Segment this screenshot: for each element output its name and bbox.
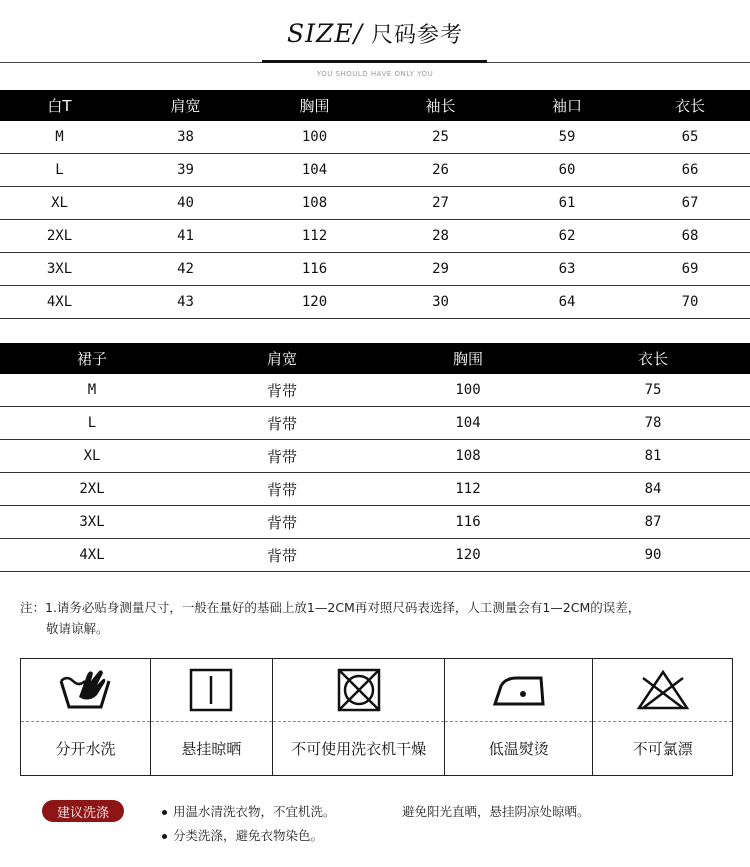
- table-cell: 116: [252, 253, 377, 286]
- table-cell: 68: [630, 220, 750, 253]
- table-cell: 112: [380, 473, 556, 506]
- tshirt-size-table: [0, 90, 750, 319]
- note-line-1: 注：1.请务必贴身测量尺寸，一般在量好的基础上放1—2CM再对照尺码表选择，人工测量会有1—2CM的误差，: [20, 600, 641, 615]
- table-cell: 120: [252, 286, 377, 319]
- table-cell: 3XL: [0, 253, 119, 286]
- col-header: 肩宽: [119, 90, 252, 121]
- table-cell: 112: [252, 220, 377, 253]
- table-row: [0, 473, 750, 506]
- table-row: [0, 374, 750, 407]
- table-cell: 100: [380, 374, 556, 407]
- wash-tip-1: [162, 802, 336, 820]
- table-row: [0, 440, 750, 473]
- table-row: [0, 121, 750, 154]
- table-cell: 116: [380, 506, 556, 539]
- table-cell: 67: [630, 187, 750, 220]
- table-row: [0, 220, 750, 253]
- care-label: 不可氯漂: [632, 739, 693, 758]
- table-row: [0, 154, 750, 187]
- table-cell: 90: [556, 539, 750, 572]
- table-cell: 78: [556, 407, 750, 440]
- col-header: 肩宽: [184, 343, 380, 374]
- col-header: 白T: [0, 90, 119, 121]
- table-cell: 108: [380, 440, 556, 473]
- table-cell: 42: [119, 253, 252, 286]
- table-cell: 64: [504, 286, 630, 319]
- note-line-2: 敬请谅解。: [46, 621, 109, 636]
- table-cell: 4XL: [0, 286, 119, 319]
- title-en: SIZE/: [286, 19, 364, 48]
- page-title: [0, 18, 750, 49]
- table-cell: XL: [0, 187, 119, 220]
- table-cell: 4XL: [0, 539, 184, 572]
- table-cell: 70: [630, 286, 750, 319]
- table-row: [0, 407, 750, 440]
- table-row: [0, 253, 750, 286]
- table-cell: 2XL: [0, 220, 119, 253]
- table-row: [0, 187, 750, 220]
- table-cell: 39: [119, 154, 252, 187]
- col-header: 袖长: [377, 90, 504, 121]
- page-subtitle: YOU SHOULD HAVE ONLY YOU: [316, 70, 434, 78]
- table-cell: L: [0, 154, 119, 187]
- table-cell: 104: [252, 154, 377, 187]
- hang-dry-icon: [189, 668, 233, 712]
- wash-tip-text: 分类洗涤，避免衣物染色。: [173, 828, 324, 843]
- table-cell: 40: [119, 187, 252, 220]
- care-item-no-tumble-dry: [273, 659, 446, 775]
- wash-advice-badge: 建议洗涤: [42, 800, 124, 822]
- table-cell: 120: [380, 539, 556, 572]
- table-cell: 25: [377, 121, 504, 154]
- table-cell: 108: [252, 187, 377, 220]
- table-cell: 30: [377, 286, 504, 319]
- table-cell: 28: [377, 220, 504, 253]
- table-cell: 背带: [184, 506, 380, 539]
- table-cell: 38: [119, 121, 252, 154]
- measurement-note: [20, 597, 740, 639]
- table-cell: 背带: [184, 539, 380, 572]
- col-header: 胸围: [252, 90, 377, 121]
- col-header: 胸围: [380, 343, 556, 374]
- table-cell: 65: [630, 121, 750, 154]
- table-cell: XL: [0, 440, 184, 473]
- table-cell: 63: [504, 253, 630, 286]
- care-label: 不可使用洗衣机干燥: [291, 739, 427, 758]
- table-cell: M: [0, 121, 119, 154]
- table-row: [0, 539, 750, 572]
- table-cell: 66: [630, 154, 750, 187]
- table-header-row: [0, 343, 750, 374]
- skirt-size-table: [0, 343, 750, 572]
- wash-tip-2: [402, 802, 590, 820]
- title-cn: 尺码参考: [363, 23, 464, 48]
- table-cell: L: [0, 407, 184, 440]
- care-item-hang-dry: [151, 659, 273, 775]
- table-cell: 背带: [184, 374, 380, 407]
- table-cell: 84: [556, 473, 750, 506]
- care-item-low-iron: [445, 659, 593, 775]
- table-cell: M: [0, 374, 184, 407]
- table-cell: 2XL: [0, 473, 184, 506]
- care-item-hand-wash: [21, 659, 151, 775]
- no-bleach-icon: [635, 668, 691, 712]
- table-cell: 69: [630, 253, 750, 286]
- wash-tip-text: 用温水清洗衣物，不宜机洗。: [173, 804, 336, 819]
- table-cell: 104: [380, 407, 556, 440]
- table-cell: 100: [252, 121, 377, 154]
- wash-tip-3: [162, 826, 323, 844]
- header-accent-bar: [262, 60, 487, 63]
- care-instructions-panel: [20, 658, 733, 776]
- table-cell: 27: [377, 187, 504, 220]
- table-cell: 41: [119, 220, 252, 253]
- care-label: 分开水洗: [55, 739, 116, 758]
- table-cell: 61: [504, 187, 630, 220]
- table-cell: 背带: [184, 407, 380, 440]
- table-header-row: [0, 90, 750, 121]
- table-cell: 背带: [184, 473, 380, 506]
- table-cell: 81: [556, 440, 750, 473]
- col-header: 袖口: [504, 90, 630, 121]
- care-label: 悬挂晾晒: [181, 739, 242, 758]
- table-cell: 3XL: [0, 506, 184, 539]
- col-header: 衣长: [630, 90, 750, 121]
- table-cell: 60: [504, 154, 630, 187]
- table-cell: 背带: [184, 440, 380, 473]
- hand-wash-icon: [57, 667, 113, 713]
- table-cell: 87: [556, 506, 750, 539]
- page-header: [0, 0, 750, 90]
- wash-tip-text: 避免阳光直晒，悬挂阴凉处晾晒。: [402, 804, 590, 819]
- bullet-icon: [162, 834, 167, 839]
- col-header: 裙子: [0, 343, 184, 374]
- table-cell: 59: [504, 121, 630, 154]
- table-row: [0, 286, 750, 319]
- low-iron-icon: [491, 670, 547, 710]
- table-cell: 43: [119, 286, 252, 319]
- table-row: [0, 506, 750, 539]
- table-cell: 62: [504, 220, 630, 253]
- table-cell: 26: [377, 154, 504, 187]
- care-item-no-bleach: [593, 659, 732, 775]
- bullet-icon: [162, 810, 167, 815]
- no-tumble-dry-icon: [337, 668, 381, 712]
- care-label: 低温熨烫: [488, 739, 549, 758]
- table-cell: 75: [556, 374, 750, 407]
- col-header: 衣长: [556, 343, 750, 374]
- table-cell: 29: [377, 253, 504, 286]
